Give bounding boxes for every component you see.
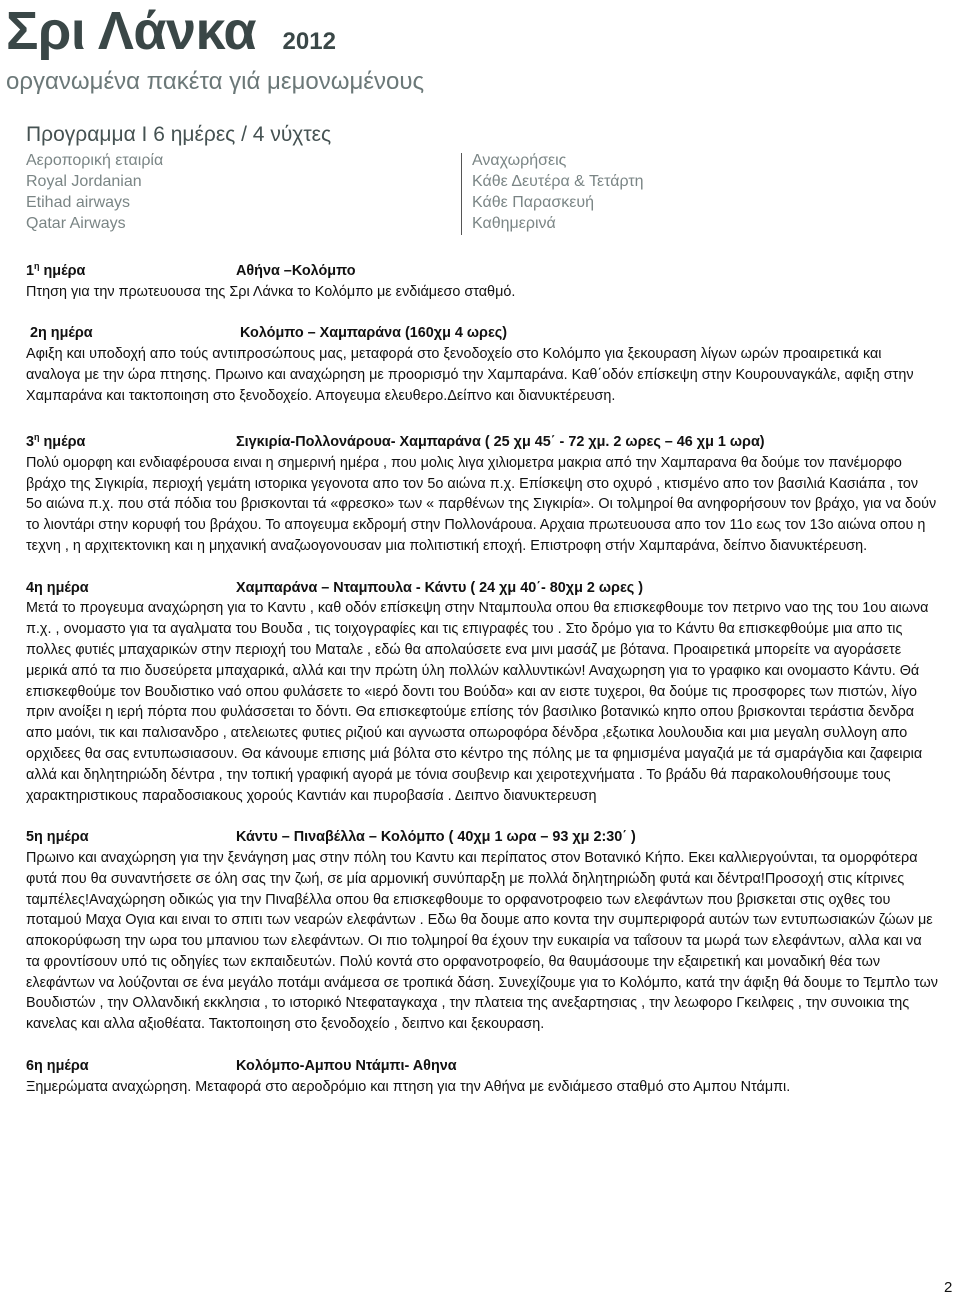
day-route: Κάντυ – Πιναβέλλα – Κολόμπο ( 40χμ 1 ωρα – 93 χμ 2:30΄ ) bbox=[236, 829, 636, 846]
page-number: 2 bbox=[944, 1279, 953, 1296]
day-1 bbox=[26, 256, 938, 302]
day-description: Πτηση για την πρωτευουσα της Σρι Λάνκα το Κολόμπο με ενδιάμεσο σταθμό. bbox=[26, 283, 516, 300]
day-description: Αφιξη και υποδοχή απο τούς αντιπροσώπους μας, μεταφορά στο ξενοδοχείο στο Κολόμπο για ξεκουραση λίγων ωρών προαιρετικά και αναλογα με την ώρα πτησης. Πρωινο και αναχώρηση με προορισμό την Χαμπαράνα. Καθ΄οδόν επίσκεψη στην Κουρουναγκάλε, αφιξη στην Χαμπαράνα και τακτοποιηση στο ξενοδοχείο. Απογευμα ελευθερο.Δείπνο και διανυκτέρευση. bbox=[26, 345, 914, 404]
day-label: $3^\eta$ ημέρα bbox=[26, 432, 86, 450]
departure-item: Κάθε Δευτέρα & Τετάρτη bbox=[472, 173, 644, 190]
day-description: Ξημερώματα αναχώρηση. Μεταφορά στο αεροδρόμιο και πτηση για την Αθήνα με ενδιάμεσο σταθμό στο Αμπου Ντάμπι. bbox=[26, 1078, 791, 1095]
day-heading bbox=[30, 323, 938, 344]
day-heading bbox=[26, 1056, 938, 1077]
program-title: Προγραμμα Ι 6 ημέρες / 4 νύχτες bbox=[26, 123, 332, 146]
itinerary bbox=[26, 256, 938, 1097]
airline-item: Royal Jordanian bbox=[26, 173, 142, 190]
day-label: 2η ημέρα bbox=[30, 325, 93, 342]
day-route: Κολόμπο – Χαμπαράνα (160χμ 4 ωρες) bbox=[240, 325, 508, 342]
day-route: Χαμπαράνα – Νταμπουλα - Κάντυ ( 24 χμ 40΄- 80χμ 2 ωρες ) bbox=[236, 579, 644, 596]
departure-item: Καθημερινά bbox=[472, 215, 556, 232]
day-2 bbox=[26, 323, 938, 406]
column-divider bbox=[461, 153, 462, 235]
airline-item: Etihad airways bbox=[26, 194, 131, 211]
day-heading bbox=[26, 427, 938, 453]
day-description: Πολύ ομορφη και ενδιαφέρουσα ειναι η σημερινή ημέρα , που μολις λιγα χιλιομετρα μακρια από την Χαμπαρανα θα δούμε τον πανέμορφο βράχο της Σιγκιρία, περιοχή γεμάτη ιστορικα γεγονοτα απο τον 5ο αιώνα π.χ. Επίσκεψη στο οχυρό , κτισμένο απο τον βασιλιά Κασιάπα , τον 5ο αιώνα π.χ. που στά πόδια του βρισκονται τά «φρεσκο» των « παρθένων της Σιγκιρία». Οι τολμηροί θα ανηφορήσουν τον βράχο, για να δούν το λιοντάρι στην κορυφή του βράχου. Το απογευμα εκδρομή στην Πολλονάρουα. Αρχαια πρωτευουσα απο τον 11ο εως τον 13ο αιώνα οπου η τεχνη , η αρχιτεκτονικη και η μηχανική αναζωογονουσαν μια πολιτιστική εποχή. Επιστροφη στήν Χαμπαράνα, δείπνο διανυκτέρευση. bbox=[26, 454, 937, 554]
airline-item: Qatar Airways bbox=[26, 215, 126, 232]
day-route: Κολόμπο-Αμπου Ντάμπι- Αθηνα bbox=[236, 1057, 457, 1074]
document-subtitle: οργανωμένα πακέτα γιά μεμονωμένους bbox=[6, 68, 425, 95]
day-route: Αθήνα –Κολόμπο bbox=[236, 262, 356, 279]
day-label: 4η ημέρα bbox=[26, 579, 89, 596]
title-year: 2012 bbox=[282, 28, 336, 55]
day-description: Πρωινο και αναχώρηση για την ξενάγηση μας στην πόλη του Καντυ και περίπατος στον Βοτανικό Κήπο. Εκει καλλιεργούνται, τα ομορφότερα φυτά που θα συναντήσετε σε όλη σας την ζωή, σε μία αρμονική συνύπαρξη με πολλά δηλητηριώδη φυτά και δέντρα!Προσοχή στις κίτρινες ταμπέλες!Αναχώρηση οδικώς για την Πιναβέλλα οπου θα επισκεφθουμε το ορφανοτροφειο των ελεφάντων που βρισκεται στις οχθες του ποταμού Μαχα Ογια και ειναι το σπιτι των νεαρών ελεφάντων . Εδω θα δουμε απο κοντα την συμπεριφορά αυτών των εντυπωσιακών ζώων με αποκορύφωση την ωρα του μπανιου των ελεφάντων. Οι πιο τολμηροί θα έχουν την ευκαιρία να ταΐσουν τα μωρά των ελεφάντων, αλλα και να τα φροντίσουν υπό τις οδηγίες των εκπαιδευτών. Πολύ κοντά στο ορφανοτροφείο, θα θαυμάσουμε την εξαιρετική και μοναδική θέα των ελεφάντων να λούζονται σε ένα μεγάλο ποτάμι ανάμεσα σε τροπικά δάση. Συνεχίζουμε για το Κολόμπο, κατά την άφιξη θά δουμε το Τεμπλο των Βουδιστών , την Ολλανδική εκκλησια , το ιστορικό Ντεφαταγκαχα , την πλατεια της ανεξαρτησιας , την λεωφορο Γκειλφεις , την συνοικια της κανελας και αλλα αξιοθέατα. Τακτοποιηση στο ξενοδοχείο , δειπνο και ξεκουραση. bbox=[26, 849, 938, 1033]
day-label: 6η ημέρα bbox=[26, 1057, 89, 1074]
day-label: $1^\eta$ ημέρα bbox=[26, 261, 86, 279]
airlines-heading: Αεροπορική εταιρία bbox=[26, 152, 164, 169]
day-description: Μετά το προγευμα αναχώρηση για το Καντυ , καθ οδόν επίσκεψη στην Νταμπουλα οπου θα επισκεφθουμε τον πετρινο ναο της του 1ου αιωνα π.χ. , ονομαστο για τα αγαλματα του Βουδα , τις τοιχογραφίες και τις επιγραφές του . Στο δρόμο για το Κάντυ θα επισκεφθούμε μια απο τις πολλες φυτιές μπαχαρικών στην περιοχή του Ματαλε , εδώ θα απολαύσετε ενα μινι μασάζ με βότανα. Προαιρετικά μπορείτε να αγοράσετε μερικά από τα πιο δυσεύρετα μπαχαρικά, αλλά και την πρώτη ύλη πολλών καλλυντικών! Αναχωρηση για το γραφικο και ονομαστο Κάντυ. Θά επισκεφθούμε τον Βουδιστικο ναό οπου φυλάσετε το «ιερό δοντι του Βούδα» και αν ειστε τυχεροι, θα δούμε τις προσφορες των πιστών, λίγο πριν ανοίξει η ιερή πόρτα που φυλάσσεται το δόντι. Θα επισκεφτούμε επίσης τόν βασιλικο βοτανικώ κηπο οπου βρισκονται τεράστια δενδρα απο μαόνι, τικ και παλισανδρο , ατελειωτες φυτιες ριζιού και αγνωστα οπωροφόρα δένδρα ,εξωτικα λουλουδια και μια μεγαλη συλλογη απο ορχιδεες θα σας εντυπωσιασουν. Θα κάνουμε επισης μιά βόλτα στο κέντρο της πόλης με τα φημισμένα μαγαζιά με τά σμαράγδια και ζαφειρια αλλά και δηλητηριώδη δέντρα , την τοπική γραφική αγορά με τόνια σουβενιρ και χειροτεχνήματα . Το βράδυ θά παρακολουθήσουμε τους χαρακτηριστικους παραδοσιακους χορούς Καντιάν και πυροβασία . Δειπνο διανυκτερευση bbox=[26, 600, 929, 804]
day-heading bbox=[26, 578, 938, 599]
day-3 bbox=[26, 427, 938, 557]
day-route: Σιγκιρία-Πολλονάρουα- Χαμπαράνα ( 25 χμ 45΄ - 72 χμ. 2 ωρες – 46 χμ 1 ωρα) bbox=[236, 433, 765, 450]
day-heading bbox=[26, 256, 938, 282]
departures-heading: Αναχωρήσεις bbox=[472, 152, 567, 169]
day-6 bbox=[26, 1056, 938, 1098]
day-label: 5η ημέρα bbox=[26, 829, 89, 846]
title-text: Σρι Λάνκα bbox=[6, 1, 257, 61]
day-4 bbox=[26, 578, 938, 807]
day-5 bbox=[26, 827, 938, 1035]
document-title bbox=[6, 0, 336, 62]
day-heading bbox=[26, 827, 938, 848]
departures-column bbox=[472, 150, 644, 234]
departure-item: Κάθε Παρασκευή bbox=[472, 194, 595, 211]
airlines-column bbox=[26, 150, 163, 234]
